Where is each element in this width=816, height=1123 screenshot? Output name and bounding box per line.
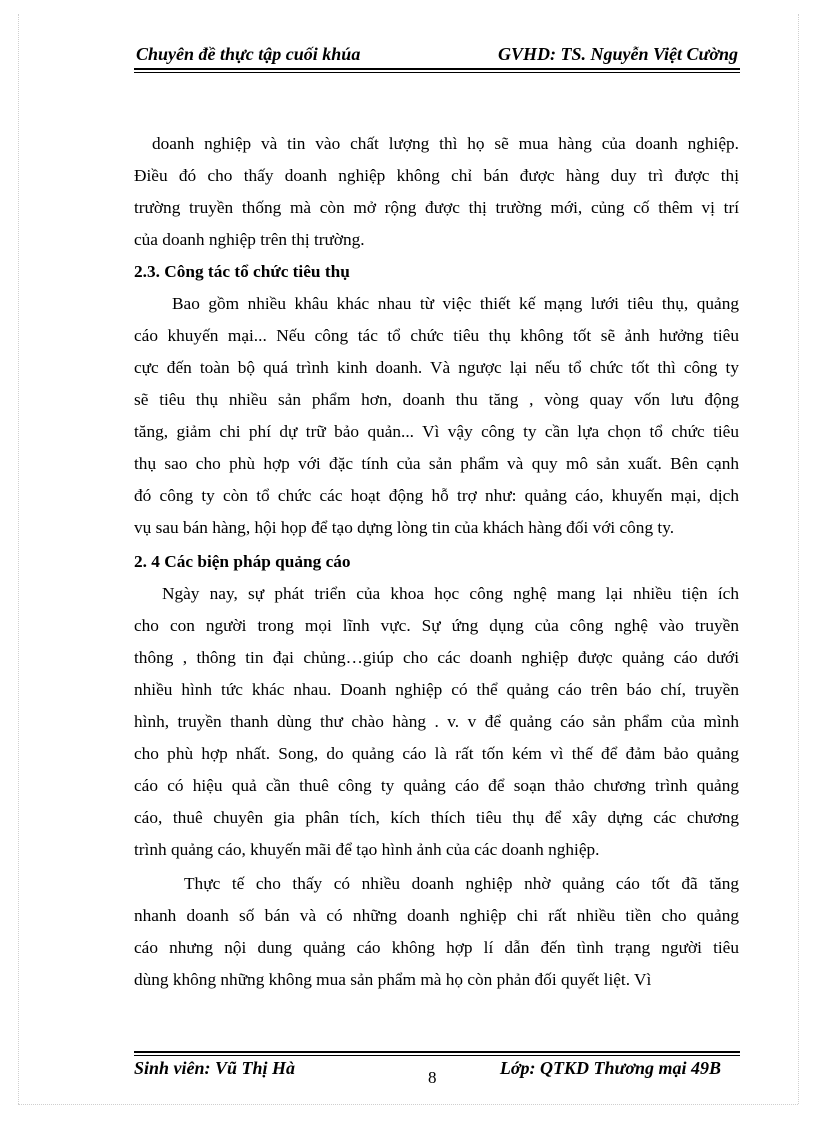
body-line: cực đến toàn bộ quá trình kinh doanh. Và ngược lại nếu tổ chức tốt thì công ty (134, 358, 739, 377)
body-line: doanh nghiệp và tin vào chất lượng thì họ sẽ mua hàng của doanh nghiệp. (152, 134, 739, 153)
page-header (134, 42, 740, 72)
body-line: cho con người trong mọi lĩnh vực. Sự ứng dụng của công nghệ vào truyền (134, 616, 739, 635)
body-line: cho phù hợp nhất. Song, do quảng cáo là rất tốn kém vì thế để đảm bảo quảng (134, 744, 739, 763)
body-line: trường truyền thống mà còn mở rộng được thị trường mới, củng cố thêm vị trí (134, 198, 739, 217)
body-line: nhiều hình tức khác nhau. Doanh nghiệp có thể quảng cáo trên báo chí, truyền (134, 680, 739, 699)
body-line: Bao gồm nhiều khâu khác nhau từ việc thiết kế mạng lưới tiêu thụ, quảng (172, 294, 739, 313)
body-line: cáo, thuê chuyên gia phân tích, kích thích tiêu thụ để xây dựng các chương (134, 808, 739, 827)
footer-rule (134, 1051, 740, 1053)
body-line: đó công ty còn tổ chức các hoạt động hỗ trợ như: quảng cáo, khuyến mại, dịch (134, 486, 739, 505)
body-line: nhanh doanh số bán và có những doanh nghiệp chi rất nhiều tiền cho quảng (134, 906, 739, 925)
body-line: dùng không những không mua sản phẩm mà họ còn phản đối quyết liệt. Vì (134, 970, 652, 989)
footer-student-name: Sinh viên: Vũ Thị Hà (134, 1058, 296, 1078)
page-border-right (798, 14, 799, 1104)
body-line: tăng, giảm chi phí dự trữ bảo quản... Vì vậy công ty cần lựa chọn tổ chức tiêu (134, 422, 739, 441)
body-line: hình, truyền thanh dùng thư chào hàng . v. v để quảng cáo sản phẩm của mình (134, 712, 739, 731)
body-line: cáo khuyến mại... Nếu công tác tổ chức tiêu thụ không tốt sẽ ảnh hưởng tiêu (134, 326, 739, 345)
footer-class: Lớp: QTKD Thương mại 49B (499, 1058, 721, 1078)
page-border-left (18, 14, 19, 1104)
section-heading-2-3: 2.3. Công tác tổ chức tiêu thụ (134, 262, 350, 281)
body-line: Thực tế cho thấy có nhiều doanh nghiệp nhờ quảng cáo tốt đã tăng (184, 874, 739, 893)
page-number: 8 (428, 1068, 437, 1087)
header-advisor: GVHD: TS. Nguyễn Việt Cường (498, 44, 738, 64)
body-line: của doanh nghiệp trên thị trường. (134, 230, 365, 249)
body-line: cáo nhưng nội dung quảng cáo không hợp lí dẫn đến tình trạng người tiêu (134, 938, 739, 957)
body-line: sẽ tiêu thụ nhiều sản phẩm hơn, doanh thu tăng , vòng quay vốn lưu động (134, 390, 739, 409)
header-course-title: Chuyên đề thực tập cuối khúa (136, 44, 361, 64)
body-line: cáo có hiệu quả cần thuê công ty quảng cáo để soạn thảo chương trình quảng (134, 776, 739, 795)
body-line: thụ sao cho phù hợp với đặc tính của sản phẩm và quy mô sản xuất. Bên cạnh (134, 454, 739, 473)
body-line: trình quảng cáo, khuyến mãi để tạo hình ảnh của các doanh nghiệp. (134, 840, 600, 859)
header-rule (134, 68, 740, 70)
body-line: vụ sau bán hàng, hội họp để tạo dựng lòng tin của khách hàng đối với công ty. (134, 518, 675, 537)
body-line: Ngày nay, sự phát triển của khoa học công nghệ mang lại nhiều tiện ích (162, 584, 739, 603)
section-heading-2-4: 2. 4 Các biện pháp quảng cáo (134, 552, 351, 571)
header-rule-thin (134, 72, 740, 73)
body-line: thông , thông tin đại chủng…giúp cho các doanh nghiệp được quảng cáo dưới (134, 648, 739, 667)
page-border-bottom (18, 1104, 798, 1105)
footer-rule-thin (134, 1055, 740, 1056)
body-line: Điều đó cho thấy doanh nghiệp không chỉ bán được hàng duy trì được thị (134, 166, 739, 185)
